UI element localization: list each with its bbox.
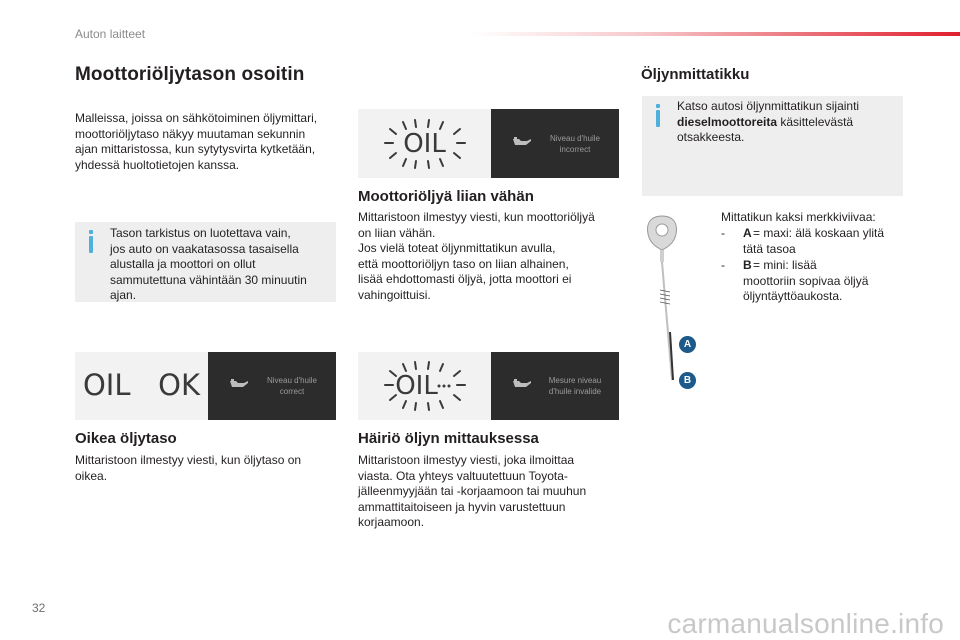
note-text-bold: dieselmoottoreita — [677, 114, 778, 129]
mark-b-dash: - — [721, 258, 725, 272]
info-icon-dot — [89, 230, 93, 234]
page-number: 32 — [32, 601, 46, 615]
oil-ok-lcd-word: OIL OK — [82, 368, 201, 402]
oil-low-screen — [491, 109, 619, 178]
oil-ok-paragraph: Mittaristoon ilmestyy viesti, kun öljytaso on oikea. — [75, 453, 302, 483]
mark-a-label: A — [679, 336, 696, 353]
dipstick-heading: Öljynmittatikku — [641, 66, 750, 83]
info-icon — [89, 236, 93, 253]
note-text-pre: Katso autosi öljynmittatikun sijainti — [677, 99, 860, 113]
oil-ok-lcd-message: Niveau d'huile correct — [266, 376, 317, 396]
oil-fault-heading: Häiriö öljyn mittauksessa — [358, 430, 539, 447]
oil-can-icon — [511, 377, 533, 391]
oil-ok-screen — [208, 352, 336, 420]
oil-low-lcd-message: Niveau d'huile incorrect — [549, 134, 600, 154]
note-text-post: käsittelevästä otsakkeesta. — [677, 114, 854, 145]
oil-ok-heading: Oikea öljytaso — [75, 430, 177, 447]
mark-a-dash: - — [721, 226, 725, 240]
oil-can-icon — [511, 135, 533, 149]
oil-fault-lcd-word: OIL — [395, 371, 438, 401]
oil-low-lcd-word: OIL — [403, 129, 446, 159]
oil-low-heading: Moottoriöljyä liian vähän — [358, 188, 534, 205]
oil-fault-display — [358, 352, 491, 420]
dipstick-location-note-text — [677, 99, 899, 146]
mark-b-letter: B — [743, 258, 752, 272]
mark-b-text: = mini: lisää moottoriin sopivaa öljyä öljyntäyttöaukosta. — [743, 258, 869, 304]
oil-low-paragraph: Mittaristoon ilmestyy viesti, kun moottoriöljyä on liian vähän. Jos vielä toteat öljynmittatikun avulla, että moottoriöljyn taso on liian alhainen, lisää ehdottomasti öljyä, jotta moottori ei vahingoittuisi. — [358, 210, 595, 302]
level-check-note — [75, 222, 336, 302]
section-title: Auton laitteet — [75, 27, 146, 41]
oil-fault-lcd-message: Mesure niveau d'huile invalide — [548, 376, 602, 396]
oil-fault-screen — [491, 352, 619, 420]
oil-can-icon — [228, 377, 250, 391]
oil-low-display — [358, 109, 491, 178]
header-accent-line — [470, 32, 960, 36]
page-title: Moottoriöljytason osoitin — [75, 64, 305, 85]
oil-fault-paragraph: Mittaristoon ilmestyy viesti, joka ilmoittaa viasta. Ota yhteys valtuutettuun Toyota- jälleenmyyjään tai -korjaamoon tai muuhun ammattitaitoiseen ja hyvin varustettuun korjaamoon. — [358, 453, 587, 530]
mark-b-label: B — [679, 372, 696, 389]
dipstick-marks-intro: Mittatikun kaksi merkkiviivaa: — [721, 210, 876, 224]
info-icon — [656, 110, 660, 127]
watermark: carmanualsonline.info — [667, 608, 944, 639]
level-check-note-text: Tason tarkistus on luotettava vain, jos auto on vaakatasossa tasaisella alustalla ja moottori on ollut sammutettuna vähintään 30 minuutin ajan. — [110, 226, 307, 303]
intro-paragraph: Malleissa, joissa on sähkötoiminen öljymittari, moottoriöljytaso näkyy muutaman sekunnin ajan mittaristossa, kun sytytysvirta kytketään, yhdessä huoltotietojen kanssa. — [75, 111, 318, 172]
info-icon-dot — [656, 104, 660, 108]
mark-a-letter: A — [743, 226, 752, 240]
mark-a-text: = maxi: älä koskaan ylitä tätä tasoa — [743, 226, 885, 256]
oil-ok-display — [75, 352, 208, 420]
dipstick-location-note — [642, 96, 903, 196]
dipstick-illustration — [640, 212, 700, 392]
